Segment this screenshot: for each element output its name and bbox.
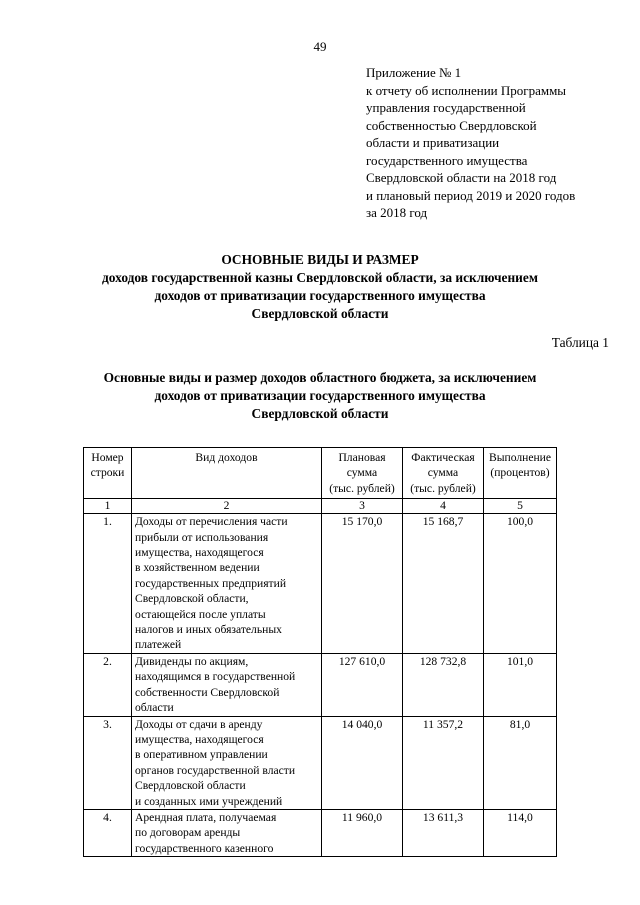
row-number: 4. xyxy=(84,809,132,856)
header-planned-amount: Плановая сумма (тыс. рублей) xyxy=(322,448,403,499)
table-row xyxy=(84,716,557,809)
title-line: Свердловской области xyxy=(251,306,389,321)
appendix-note xyxy=(366,64,636,222)
appendix-line: области и приватизации xyxy=(366,135,500,150)
appendix-line: собственностью Свердловской xyxy=(366,117,537,133)
completion-percent: 114,0 xyxy=(484,809,557,856)
completion-percent: 81,0 xyxy=(484,716,557,809)
income-type: Доходы от перечисления части прибыли от использования имущества, находящегося в хозяйственном ведении государственных предприятий Свердловской области, остающейся после уплаты налогов и иных обязательных платежей xyxy=(132,514,322,654)
appendix-line: Приложение № 1 xyxy=(366,65,462,80)
income-type: Доходы от сдачи в аренду имущества, находящегося в оперативном управлении органов государственной власти Свердловской области и созданных ими учреждений xyxy=(132,716,322,809)
actual-amount: 15 168,7 xyxy=(403,514,484,654)
column-index: 4 xyxy=(403,499,484,514)
planned-amount: 15 170,0 xyxy=(322,514,403,654)
planned-amount: 11 960,0 xyxy=(322,809,403,856)
table-title-line: доходов от приватизации государственного имущества xyxy=(154,388,486,403)
title-line: ОСНОВНЫЕ ВИДЫ И РАЗМЕР xyxy=(221,252,419,267)
page-number: 49 xyxy=(313,39,327,54)
table-title-line: Основные виды и размер доходов областного бюджета, за исключением xyxy=(103,370,537,385)
document-title xyxy=(0,251,640,323)
header-income-type: Вид доходов xyxy=(132,448,322,499)
income-table xyxy=(83,447,557,857)
table-caption: Таблица 1 xyxy=(551,335,609,350)
completion-percent: 101,0 xyxy=(484,653,557,716)
income-type: Дивиденды по акциям, находящимся в государственной собственности Свердловской области xyxy=(132,653,322,716)
column-index: 2 xyxy=(132,499,322,514)
table-title-line: Свердловской области xyxy=(251,406,389,421)
table-title xyxy=(0,369,640,423)
row-number: 3. xyxy=(84,716,132,809)
title-line: доходов государственной казны Свердловской области, за исключением xyxy=(102,270,538,285)
column-index: 5 xyxy=(484,499,557,514)
column-index: 3 xyxy=(322,499,403,514)
table-row xyxy=(84,809,557,856)
appendix-line: Свердловской области на 2018 год xyxy=(366,170,557,185)
completion-percent: 100,0 xyxy=(484,514,557,654)
appendix-line: к отчету об исполнении Программы xyxy=(366,82,567,98)
header-completion: Выполнение (процентов) xyxy=(484,448,557,499)
planned-amount: 127 610,0 xyxy=(322,653,403,716)
row-number: 1. xyxy=(84,514,132,654)
title-line: доходов от приватизации государственного имущества xyxy=(154,288,486,303)
table-header-row xyxy=(84,448,557,499)
planned-amount: 14 040,0 xyxy=(322,716,403,809)
appendix-line: и плановый период 2019 и 2020 годов xyxy=(366,187,576,203)
actual-amount: 11 357,2 xyxy=(403,716,484,809)
actual-amount: 128 732,8 xyxy=(403,653,484,716)
table-row xyxy=(84,514,557,654)
column-index-row xyxy=(84,499,557,514)
header-row-number: Номер строки xyxy=(84,448,132,499)
table-row xyxy=(84,653,557,716)
column-index: 1 xyxy=(84,499,132,514)
appendix-line: за 2018 год xyxy=(366,205,428,220)
header-actual-amount: Фактическая сумма (тыс. рублей) xyxy=(403,448,484,499)
row-number: 2. xyxy=(84,653,132,716)
actual-amount: 13 611,3 xyxy=(403,809,484,856)
income-type: Арендная плата, получаемая по договорам аренды государственного казенного xyxy=(132,809,322,856)
appendix-line: государственного имущества xyxy=(366,152,528,168)
appendix-line: управления государственной xyxy=(366,100,526,115)
